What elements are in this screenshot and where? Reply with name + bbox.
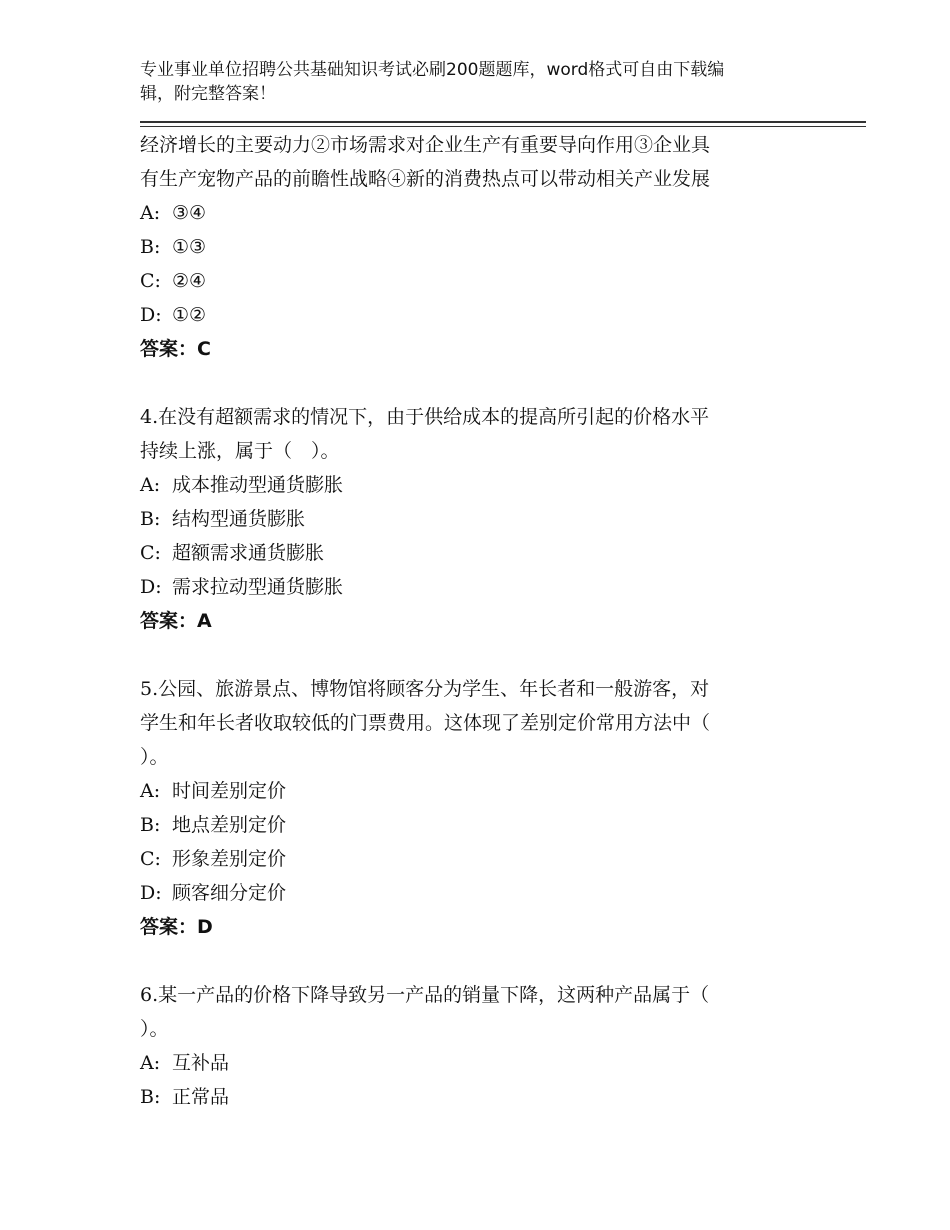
question-6-stem-line-2: ）。: [140, 1018, 169, 1040]
question-5-stem-line-3: ）。: [140, 746, 169, 768]
option-text: ①②: [172, 304, 207, 326]
question-4-answer: 答案：A: [140, 610, 212, 632]
question-5-option-b: [140, 808, 800, 842]
spacer: [140, 366, 800, 400]
header-rule-thick: [140, 121, 866, 123]
option-label: A:: [140, 202, 161, 224]
option-text: 需求拉动型通货膨胀: [172, 576, 344, 598]
question-5-answer: 答案：D: [140, 916, 213, 938]
question-3-stem-line-1: 经济增长的主要动力②市场需求对企业生产有重要导向作用③企业具: [140, 134, 711, 156]
question-4-option-a: [140, 468, 800, 502]
question-3: [140, 128, 800, 366]
option-label: D:: [140, 576, 162, 598]
question-4-option-b: [140, 502, 800, 536]
question-6-stem-line-1: 6.某一产品的价格下降导致另一产品的销量下降，这两种产品属于（: [140, 984, 710, 1006]
option-label: B:: [140, 1086, 161, 1108]
header-line-2: 辑，附完整答案！: [140, 84, 276, 104]
option-label: C:: [140, 270, 161, 292]
option-label: B:: [140, 814, 161, 836]
option-text: 形象差别定价: [172, 848, 287, 870]
question-5-option-d: [140, 876, 800, 910]
document-header: [140, 58, 800, 106]
option-text: 时间差别定价: [172, 780, 287, 802]
option-label: D:: [140, 882, 162, 904]
question-4-option-c: [140, 536, 800, 570]
question-content: [140, 128, 800, 1114]
option-text: ②④: [172, 270, 207, 292]
header-rule-thin: [140, 126, 866, 127]
question-4-stem-line-2: 持续上涨，属于（ ）。: [140, 440, 340, 462]
spacer: [140, 944, 800, 978]
option-text: 地点差别定价: [172, 814, 287, 836]
option-label: C:: [140, 542, 161, 564]
question-5: [140, 672, 800, 944]
question-4-option-d: [140, 570, 800, 604]
question-3-option-d: [140, 298, 800, 332]
option-label: B:: [140, 236, 161, 258]
question-4-stem-line-1: 4.在没有超额需求的情况下，由于供给成本的提高所引起的价格水平: [140, 406, 710, 428]
question-3-answer: 答案：C: [140, 338, 211, 360]
option-text: 结构型通货膨胀: [172, 508, 306, 530]
option-label: C:: [140, 848, 161, 870]
question-4: [140, 400, 800, 638]
question-3-option-b: [140, 230, 800, 264]
question-3-option-a: [140, 196, 800, 230]
option-text: 互补品: [172, 1052, 230, 1074]
question-6-option-a: [140, 1046, 800, 1080]
option-text: ①③: [172, 236, 207, 258]
question-5-stem-line-2: 学生和年长者收取较低的门票费用。这体现了差别定价常用方法中（: [140, 712, 711, 734]
option-label: B:: [140, 508, 161, 530]
option-text: 超额需求通货膨胀: [172, 542, 325, 564]
option-label: D:: [140, 304, 162, 326]
question-5-option-a: [140, 774, 800, 808]
option-label: A:: [140, 474, 161, 496]
question-6-option-b: [140, 1080, 800, 1114]
option-text: 顾客细分定价: [172, 882, 287, 904]
question-5-option-c: [140, 842, 800, 876]
header-line-1: 专业事业单位招聘公共基础知识考试必刷200题题库，word格式可自由下载编: [140, 60, 725, 80]
question-3-option-c: [140, 264, 800, 298]
option-text: ③④: [172, 202, 207, 224]
option-label: A:: [140, 1052, 161, 1074]
option-text: 正常品: [172, 1086, 230, 1108]
spacer: [140, 638, 800, 672]
option-label: A:: [140, 780, 161, 802]
question-3-stem-line-2: 有生产宠物产品的前瞻性战略④新的消费热点可以带动相关产业发展: [140, 168, 711, 190]
question-5-stem-line-1: 5.公园、旅游景点、博物馆将顾客分为学生、年长者和一般游客，对: [140, 678, 710, 700]
option-text: 成本推动型通货膨胀: [172, 474, 344, 496]
question-6: [140, 978, 800, 1114]
